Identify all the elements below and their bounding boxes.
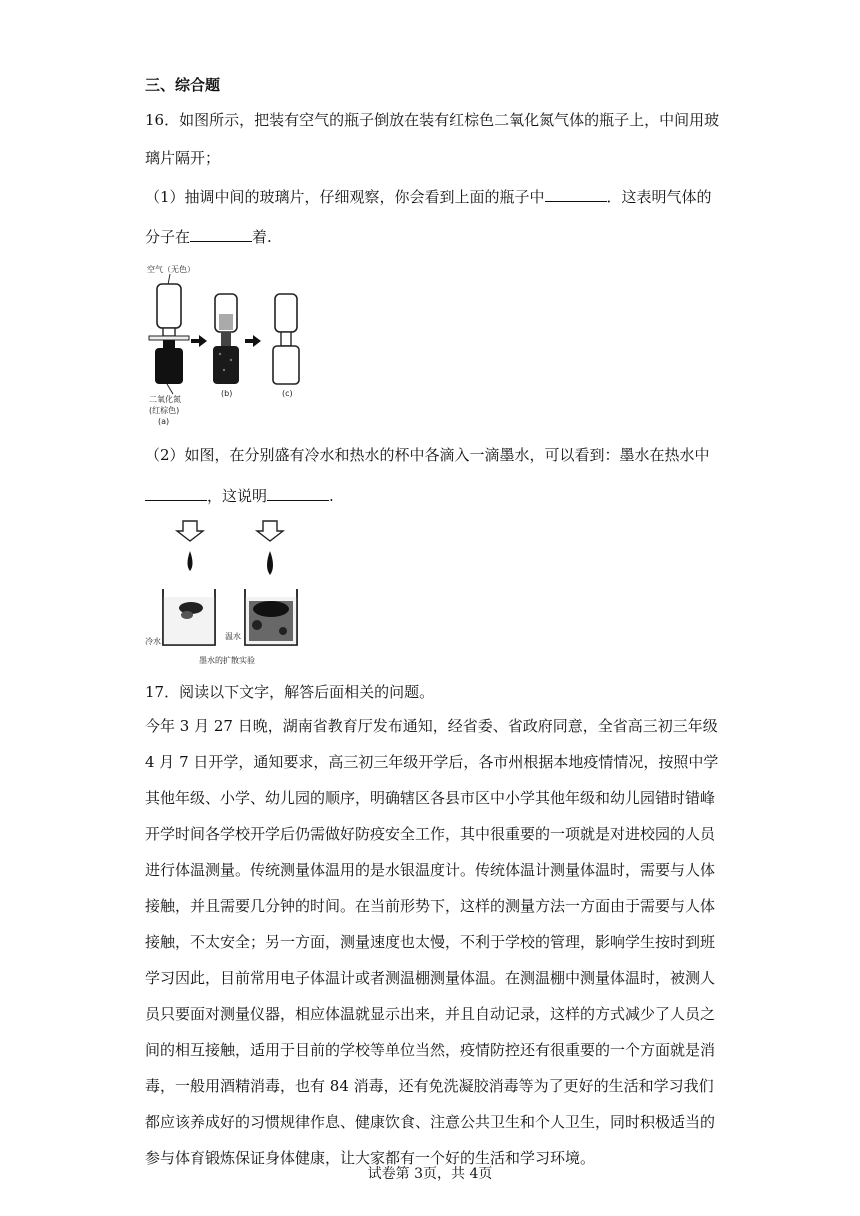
q16-part2-line-2 [145, 485, 334, 506]
q17-paragraph-line: 参与体育锻炼保证身体健康，让大家都有一个好的生活和学习环境。 [145, 1149, 596, 1167]
ink-diffusion-figure [145, 515, 315, 670]
hot-water-beaker [245, 589, 297, 645]
q16-part2-line-1: （2）如图，在分别盛有冷水和热水的杯中各滴入一滴墨水，可以看到：墨水在热水中 [145, 446, 710, 464]
q16-stem-line-1: 16．如图所示，把装有空气的瓶子倒放在装有红棕色二氧化氮气体的瓶子上，中间用玻 [145, 111, 720, 129]
arrow-icon [245, 335, 261, 347]
section-title: 三、综合题 [145, 76, 221, 94]
page-footer: 试卷第 3页，共 4页 [367, 1166, 493, 1182]
q17-paragraph-line: 开学时间各学校开学后仍需做好防疫安全工作，其中很重要的一项就是对进校园的人员 [145, 825, 716, 843]
caption-a: (a) [158, 417, 170, 426]
q16-part1-text-c: 分子在 [145, 228, 191, 246]
arrow-icon [191, 335, 207, 347]
q17-paragraph-line: 4 月 7 日开学，通知要求，高三初三年级开学后，各市州根据本地疫情情况，按照中学 [145, 753, 719, 771]
bottle-a-bottom [155, 340, 183, 384]
caption-c: (c) [282, 389, 293, 398]
q17-paragraph-line: 学习因此，目前常用电子体温计或者测温棚测量体温。在测温棚中测量体温时，被测人 [145, 969, 716, 987]
cold-water-beaker [163, 589, 215, 645]
ink-drop-icon [188, 551, 193, 571]
q16-part1-text-b: ．这表明气体的 [606, 188, 712, 206]
q17-paragraph-line: 间的相互接触，适用于目前的学校等单位当然，疫情防控还有很重要的一个方面就是消 [145, 1041, 716, 1059]
bottle-b [213, 294, 239, 384]
q16-part1-text-d: 着. [252, 228, 272, 246]
q17-paragraph-line: 其他年级、小学、幼儿园的顺序，明确辖区各县市区中小学其他年级和幼儿园错时错峰 [145, 789, 716, 807]
q17-paragraph-line: 都应该养成好的习惯规律作息、健康饮食、注意公共卫生和个人卫生，同时积极适当的 [145, 1113, 716, 1131]
q17-paragraph-line: 进行体温测量。传统测量体温用的是水银温度计。传统体温计测量体温时，需要与人体 [145, 861, 716, 879]
q16-part2-text-a: ，这说明 [207, 487, 268, 505]
answer-blank [545, 187, 607, 202]
q17-paragraph-line: 接触，不太安全；另一方面，测量速度也太慢，不利于学校的管理，影响学生按时到班 [145, 933, 716, 951]
glass-plate [149, 336, 189, 340]
bottle-c [273, 294, 299, 384]
ink-figure-caption: 墨水的扩散实验 [199, 656, 255, 665]
q16-part1-text-a: （1）抽调中间的玻璃片，仔细观察，你会看到上面的瓶子中 [145, 188, 545, 206]
answer-blank [190, 227, 252, 242]
hot-water-label: 温水 [225, 632, 241, 641]
q17-paragraph-line: 今年 3 月 27 日晚，湖南省教育厅发布通知，经省委、省政府同意，全省高三初三年级 [145, 717, 718, 735]
q17-paragraph-line: 员只要面对测量仪器，相应体温就显示出来，并且自动记录，这样的方式减少了人员之 [145, 1005, 716, 1023]
down-arrow-icon [257, 521, 283, 541]
bottle-a-top [157, 284, 181, 336]
gas-diffusion-figure [145, 262, 315, 427]
q16-part1-line-2 [145, 226, 272, 247]
ink-drop-icon [267, 551, 273, 575]
no2-color-label: (红棕色) [149, 406, 180, 415]
no2-label: 二氧化氮 [149, 395, 181, 404]
down-arrow-icon [177, 521, 203, 541]
air-label: 空气（无色） [147, 265, 195, 274]
answer-blank [267, 486, 329, 501]
q16-part2-text-b: . [329, 487, 334, 505]
answer-blank [145, 486, 207, 501]
q17-stem: 17．阅读以下文字，解答后面相关的问题。 [145, 683, 435, 701]
q16-stem-line-2: 璃片隔开； [145, 149, 221, 167]
q16-part1-line-1 [145, 186, 712, 207]
cold-water-label: 冷水 [145, 637, 161, 646]
q17-paragraph-line: 接触，并且需要几分钟的时间。在当前形势下，这样的测量方法一方面由于需要与人体 [145, 897, 716, 915]
caption-b: (b) [221, 389, 233, 398]
q17-paragraph-line: 毒，一般用酒精消毒，也有 84 消毒，还有免洗凝胶消毒等为了更好的生活和学习我们 [145, 1077, 714, 1095]
